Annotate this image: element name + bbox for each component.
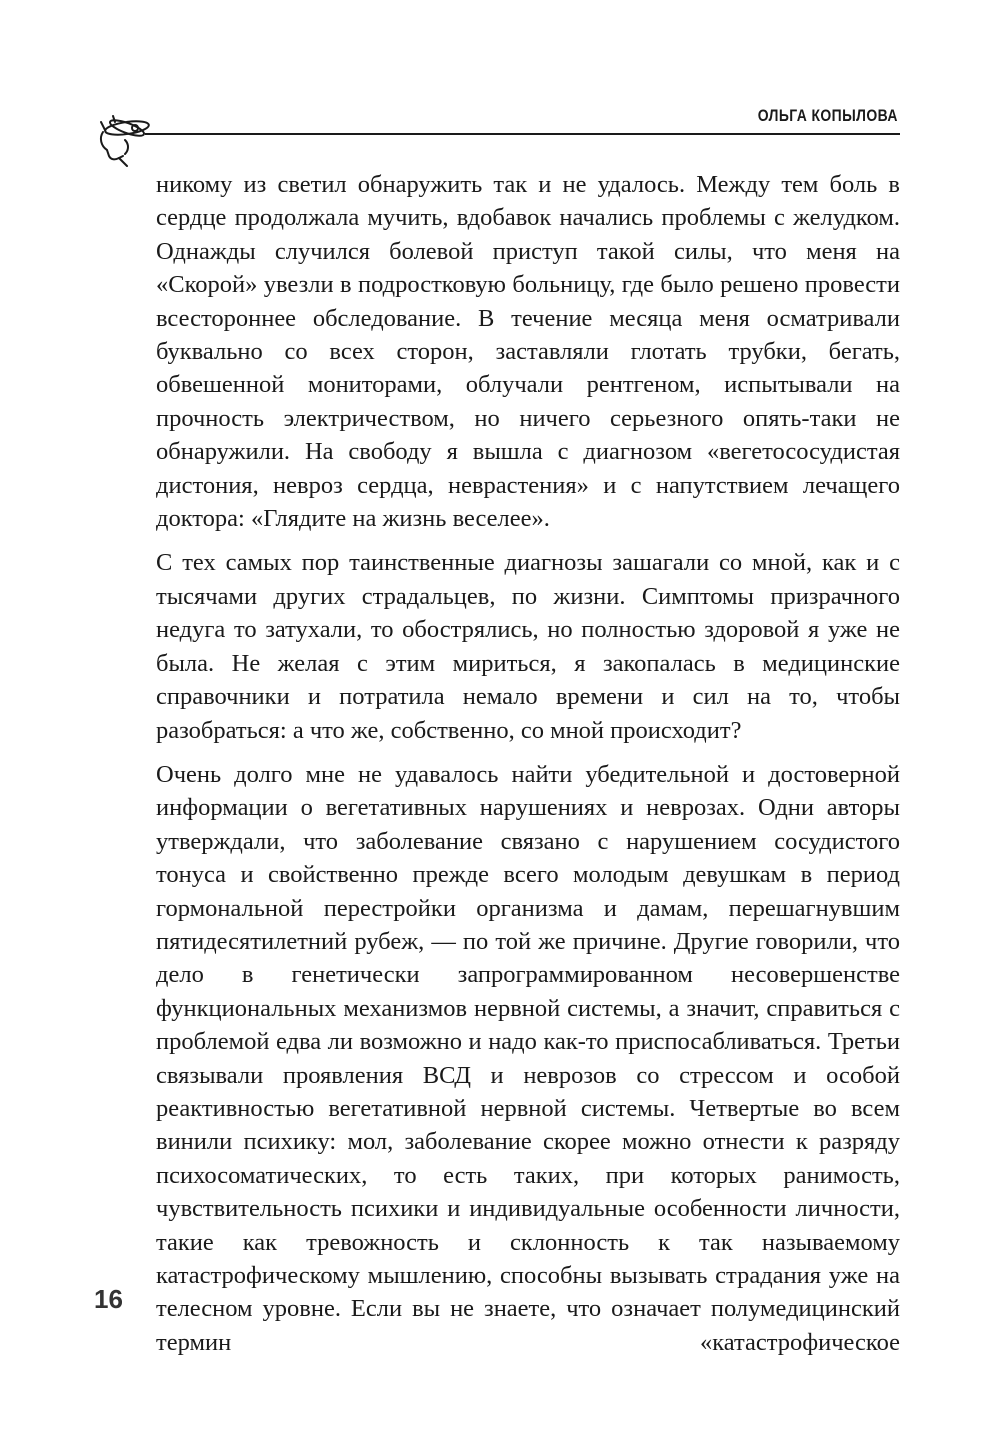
header-rule (145, 133, 900, 135)
page-body (156, 168, 900, 1370)
head-with-atom-icon (95, 110, 157, 170)
author-name: ОЛЬГА КОПЫЛОВА (757, 106, 898, 125)
running-header (95, 100, 900, 160)
paragraph: никому из светил обнаружить так и не удалось. Между тем боль в сердце продолжала мучить, вдобавок начались проблемы с желудком. Однажды случился болевой приступ такой силы, что меня на «Скорой» увезли в подростковую больницу, где было решено провести всестороннее обследование. В течение месяца меня осматривали буквально со всех сторон, заставляли глотать трубки, бегать, обвешенной мониторами, облучали рентгеном, испытывали на прочность электричеством, но ничего серьезного опять-таки не обнаружили. На свободу я вышла с диагнозом «вегетососудистая дистония, невроз сердца, неврастения» и с напутствием лечащего доктора: «Глядите на жизнь веселее». (156, 171, 900, 533)
paragraph: Очень долго мне не удавалось найти убедительной и достоверной информации о вегетативных нарушениях и неврозах. Одни авторы утверждали, что заболевание связано с нарушением сосудистого тонуса и свойственно прежде всего молодым девушкам в период гормональной перестройки организма и дамам, перешагнувшим пятидесятилетний рубеж, — по той же причине. Другие говорили, что дело в генетически запрограммированном несовершенстве функциональных механизмов нервной системы, а значит, справиться с проблемой едва ли возможно и надо как-то приспосабливаться. Третьи связывали проявления ВСД и неврозов со стрессом и особой реактивностью вегетативной нервной системы. Четвертые во всем винили психику: мол, заболевание скорее можно отнести к разряду психосоматических, то есть таких, при которых ранимость, чувствительность психики и индивидуальные особенности личности, такие как тревожность и склонность к так называемому катастрофическому мышлению, способны вызывать страдания уже на телесном уровне. Если вы не знаете, что означает полумедицинский термин «катастрофическое (156, 760, 900, 1356)
paragraph: С тех самых пор таинственные диагнозы зашагали со мной, как и с тысячами других страдальцев, по жизни. Симптомы призрачного недуга то затухали, то обострялись, но полностью здоровой я уже не была. Не желая с этим мириться, я закопалась в медицинские справочники и потратила немало времени и сил на то, чтобы разобраться: а что же, собственно, со мной происходит? (156, 549, 900, 744)
page-number: 16 (94, 1284, 123, 1314)
